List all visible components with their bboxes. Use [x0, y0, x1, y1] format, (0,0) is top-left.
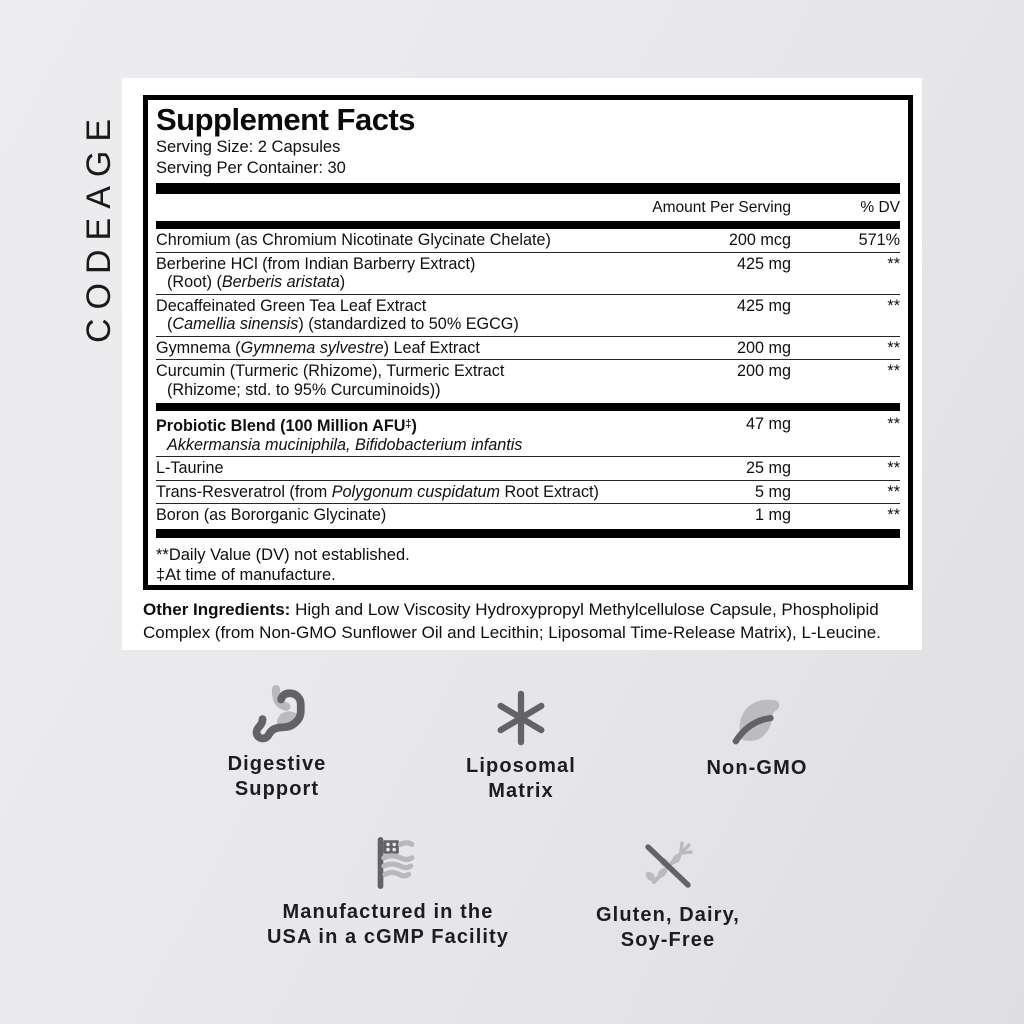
wheat-crossed-icon — [488, 833, 848, 899]
servings-per-container-text: Serving Per Container: 30 — [156, 159, 346, 177]
other-ingredients-text: High and Low Viscosity Hydroxypropyl Methylcellulose Capsule, Phospholipid Complex (from Non-GMO Sunflower Oil and Lecithin; Liposomal Time-Release Matrix), L-Leucine. — [143, 600, 881, 642]
badge-non-gmo — [577, 688, 937, 781]
ingredient-name: L-Taurine — [156, 459, 224, 477]
table-row — [156, 295, 900, 337]
ingredient-name: Gymnema (Gymnema sylvestre) Leaf Extract — [156, 338, 480, 357]
ingredient-amount: 47 mg — [746, 415, 791, 433]
leaf-icon — [577, 688, 937, 752]
other-ingredients — [143, 598, 915, 644]
badge-label-line: Digestive — [227, 753, 327, 775]
ingredient-dv: 571% — [858, 231, 900, 249]
badge-label-line: Support — [234, 778, 320, 800]
other-ingredients-label: Other Ingredients: — [143, 600, 291, 619]
table-row — [156, 457, 900, 481]
ingredient-dv: ** — [887, 296, 900, 315]
ingredient-dv: ** — [887, 362, 900, 380]
ingredient-rows — [156, 229, 900, 538]
ingredient-amount: 5 mg — [755, 482, 791, 501]
ingredient-name: Berberine HCl (from Indian Barberry Extract) (Root) (Berberis aristata) — [156, 254, 476, 291]
footnotes — [156, 540, 900, 585]
ingredient-amount: 425 mg — [737, 296, 791, 315]
table-row — [156, 253, 900, 295]
divider-bar-top — [156, 183, 900, 194]
table-row — [156, 413, 900, 457]
ingredient-name: Curcumin (Turmeric (Rhizome), Turmeric Extract (Rhizome; std. to 95% Curcuminoids)) — [156, 362, 505, 399]
footnote-daily-value: **Daily Value (DV) not established. — [156, 545, 410, 564]
table-row — [156, 481, 900, 505]
ingredient-name: Trans-Resveratrol (from Polygonum cuspidatum Root Extract) — [156, 482, 599, 501]
badge-label-line: Manufactured in the — [282, 901, 494, 923]
ingredient-amount: 200 mcg — [728, 231, 791, 249]
ingredient-amount: 200 mg — [737, 338, 791, 357]
badge-label-line: USA in a cGMP Facility — [266, 926, 510, 948]
footnote-manufacture: ‡At time of manufacture. — [156, 565, 336, 584]
badge-label-line: Soy-Free — [620, 929, 716, 951]
brand-logo-vertical: CODEAGE — [80, 109, 118, 343]
serving-size-text: Serving Size: 2 Capsules — [156, 138, 341, 156]
badge-allergen-free — [488, 833, 848, 953]
ingredient-name: Decaffeinated Green Tea Leaf Extract (Camellia sinensis) (standardized to 50% EGCG) — [156, 296, 519, 333]
ingredient-name: Probiotic Blend (100 Million AFU‡) Akkermansia muciniphila, Bifidobacterium infantis — [156, 417, 523, 454]
ingredient-dv: ** — [887, 415, 900, 433]
ingredient-amount: 425 mg — [737, 254, 791, 273]
ingredient-dv: ** — [887, 338, 900, 357]
badge-label-line: Liposomal — [466, 755, 576, 777]
column-header-dv: % DV — [860, 199, 900, 216]
badge-label-line: Matrix — [488, 780, 554, 802]
column-header-amount: Amount Per Serving — [652, 199, 791, 216]
ingredient-dv: ** — [887, 254, 900, 273]
ingredient-dv: ** — [887, 482, 900, 501]
ingredient-amount: 1 mg — [755, 506, 791, 524]
table-row — [156, 337, 900, 361]
table-row — [156, 360, 900, 401]
divider-bar-thick — [156, 529, 900, 538]
divider-bar-thick — [156, 403, 900, 411]
ingredient-dv: ** — [887, 459, 900, 477]
table-row — [156, 229, 900, 253]
supplement-facts-panel — [143, 95, 913, 590]
ingredient-name: Chromium (as Chromium Nicotinate Glycinate Chelate) — [156, 231, 551, 249]
ingredient-amount: 25 mg — [746, 459, 791, 477]
ingredient-dv: ** — [887, 506, 900, 524]
divider-bar-header — [156, 221, 900, 229]
supplement-label-card — [122, 78, 922, 650]
badge-label-line: Gluten, Dairy, — [596, 904, 740, 926]
supplement-facts-title: Supplement Facts — [156, 102, 415, 137]
badge-label-line: Non-GMO — [706, 757, 808, 779]
ingredient-amount: 200 mg — [737, 362, 791, 380]
table-header-row — [156, 194, 900, 221]
table-row — [156, 504, 900, 527]
ingredient-name: Boron (as Bororganic Glycinate) — [156, 506, 387, 524]
